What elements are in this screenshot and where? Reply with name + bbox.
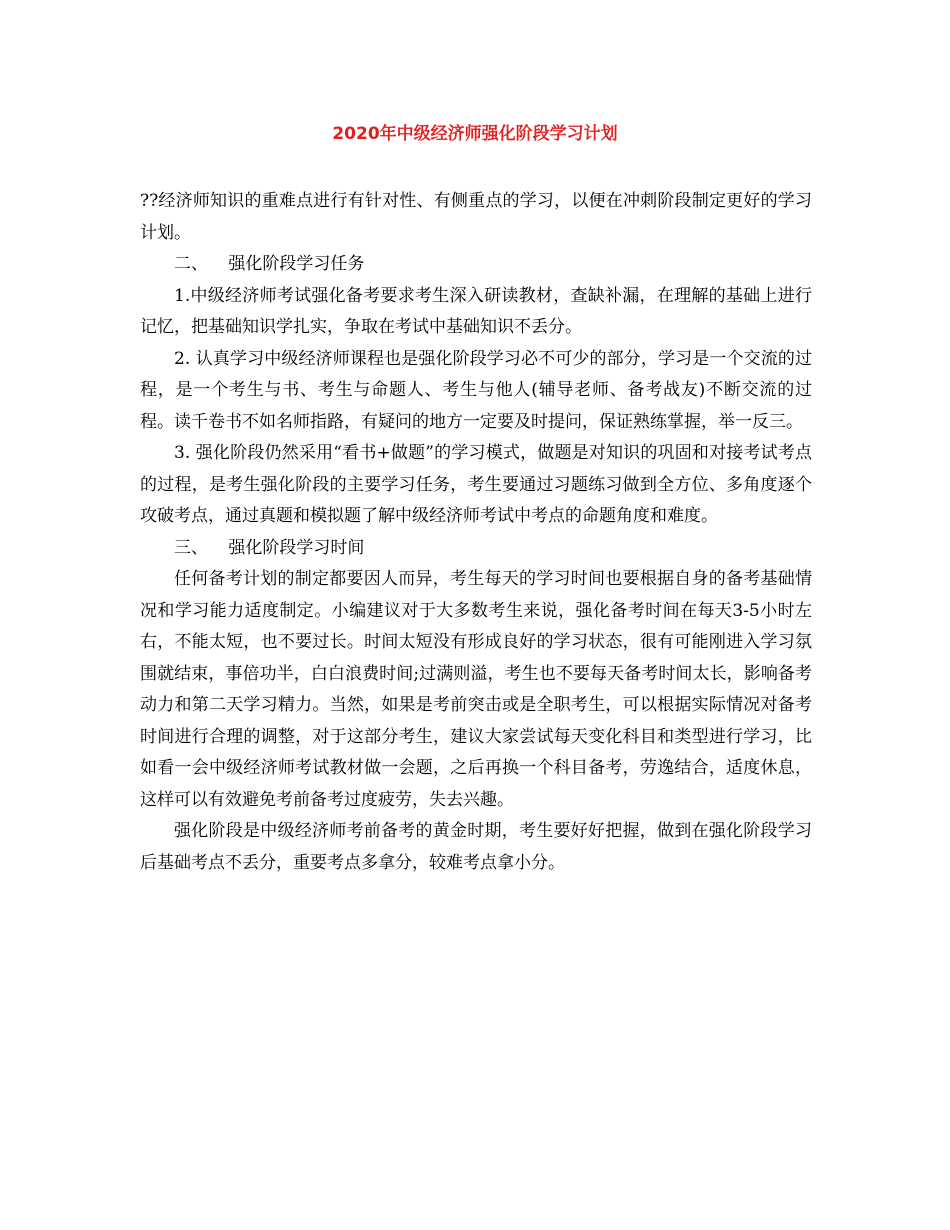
document-body xyxy=(140,186,812,879)
section-heading-learning-tasks xyxy=(140,249,812,281)
task-item-1: 1.中级经济师考试强化备考要求考生深入研读教材，查缺补漏，在理解的基础上进行记忆，把基础知识学扎实，争取在考试中基础知识不丢分。 xyxy=(140,285,812,337)
section-number: 二、 xyxy=(174,254,208,274)
closing-paragraph: 强化阶段是中级经济师考前备考的黄金时期，考生要好好把握，做到在强化阶段学习后基础考点不丢分，重要考点多拿分，较难考点拿小分。 xyxy=(140,821,812,873)
time-paragraph: 任何备考计划的制定都要因人而异，考生每天的学习时间也要根据自身的备考基础情况和学习能力适度制定。小编建议对于大多数考生来说，强化备考时间在每天3-5小时左右，不能太短，也不要过长。时间太短没有形成良好的学习状态，很有可能刚进入学习氛围就结束，事倍功半，白白浪费时间;过满则溢，考生也不要每天备考时间太长，影响备考动力和第二天学习精力。当然，如果是考前突击或是全职考生，可以根据实际情况对备考时间进行合理的调整，对于这部分考生，建议大家尝试每天变化科目和类型进行学习，比如看一会中级经济师考试教材做一会题，之后再换一个科目备考，劳逸结合，适度休息，这样可以有效避免考前备考过度疲劳，失去兴趣。 xyxy=(140,569,812,810)
section-heading-text: 强化阶段学习时间 xyxy=(228,537,365,558)
document-title: 2020年中级经济师强化阶段学习计划 xyxy=(332,124,618,144)
section-heading-text: 强化阶段学习任务 xyxy=(228,254,365,274)
task-item-3: 3. 强化阶段仍然采用“看书+做题”的学习模式，做题是对知识的巩固和对接考试考点的过程，是考生强化阶段的主要学习任务，考生要通过习题练习做到全方位、多角度逐个攻破考点，通过真题和模拟题了解中级经济师考试中考点的命题角度和难度。 xyxy=(140,443,812,526)
intro-paragraph: ??经济师知识的重难点进行有针对性、有侧重点的学习，以便在冲刺阶段制定更好的学习计划。 xyxy=(140,191,812,243)
task-item-2: 2. 认真学习中级经济师课程也是强化阶段学习必不可少的部分，学习是一个交流的过程，是一个考生与书、考生与命题人、考生与他人(辅导老师、备考战友)不断交流的过程。读千卷书不如名师指路，有疑问的地方一定要及时提问，保证熟练掌握，举一反三。 xyxy=(140,348,812,432)
section-heading-learning-time xyxy=(140,533,812,565)
section-number: 三、 xyxy=(174,537,208,558)
